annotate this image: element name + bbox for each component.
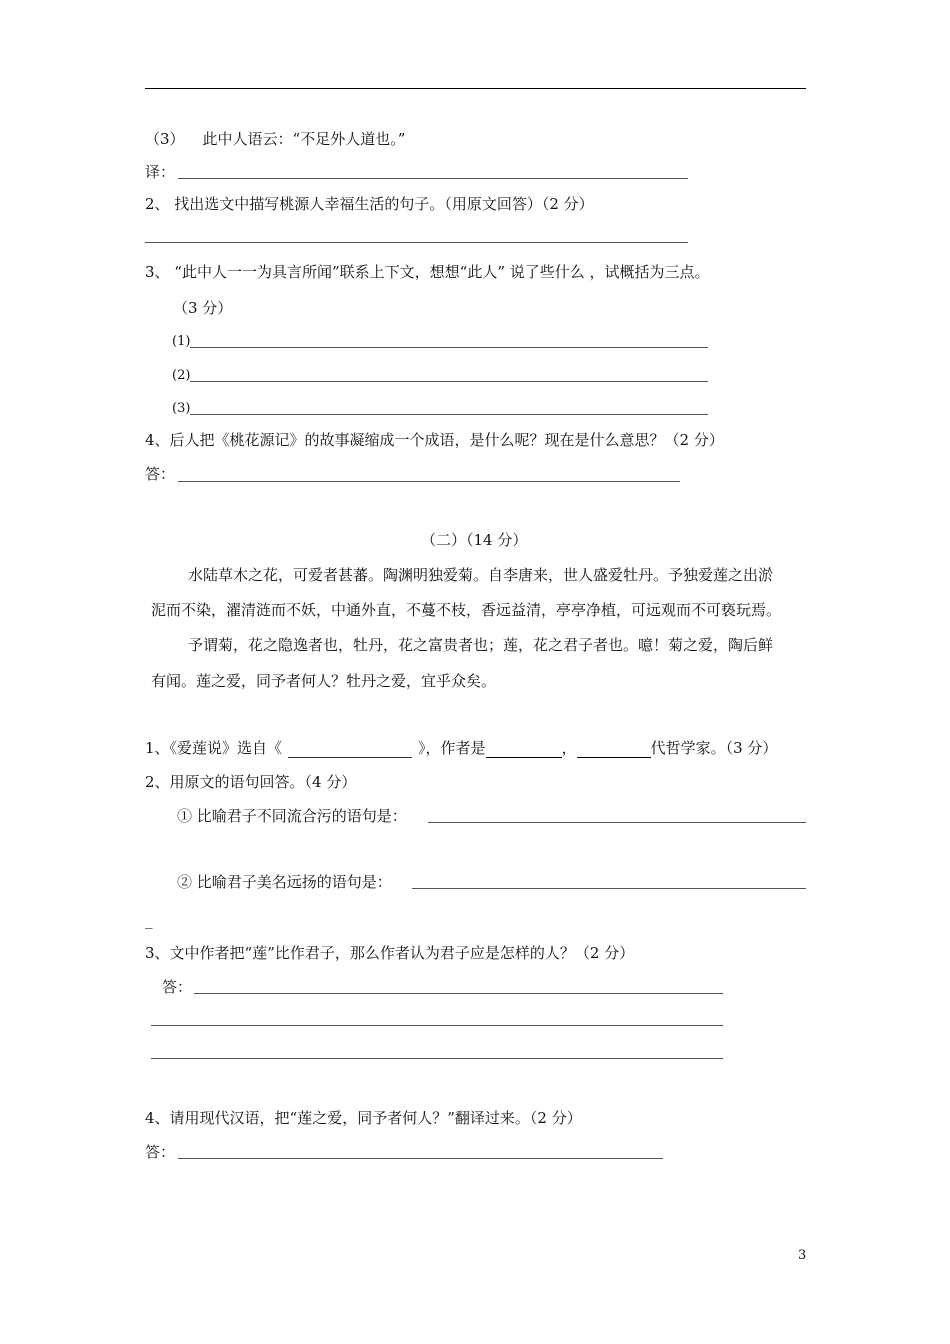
question-4-answer-label: 答： [145, 465, 176, 483]
part2-question-1 [145, 738, 777, 758]
part2-question-3-answer-label: 答： [162, 978, 193, 996]
question-2: 2、 找出选文中描写桃源人幸福生活的句子。（用原文回答）（2 分） [145, 195, 594, 213]
passage-line-2: 泥而不染，濯清涟而不妖，中通外直，不蔓不枝，香远益清，亭亭净植，可远观而不可亵玩焉。 [151, 601, 782, 619]
answer-item-3-label: (3) [172, 401, 191, 416]
author-blank[interactable] [486, 741, 562, 758]
part2-question-4-answer-label: 答： [145, 1143, 176, 1161]
part2-question-2b-line[interactable] [412, 888, 806, 889]
part2-question-2: 2、用原文的语句回答。（4 分） [145, 773, 357, 791]
answer-item-2-label: (2) [172, 368, 191, 383]
q1-text-b: 》，作者是 [418, 739, 486, 757]
page-number: 3 [798, 1248, 807, 1263]
part2-question-2b: ② 比喻君子美名远扬的语句是： [177, 873, 392, 891]
book-title-blank[interactable] [288, 741, 412, 758]
question-2-answer-line[interactable] [145, 242, 688, 243]
question-4: 4、后人把《桃花源记》的故事凝缩成一个成语，是什么呢？现在是什么意思？（2 分） [145, 431, 724, 449]
header-rule [145, 88, 806, 89]
passage-line-4: 有闻。莲之爱，同予者何人？牡丹之爱，宜乎众矣。 [151, 672, 497, 690]
question-4-answer-line[interactable] [178, 481, 680, 482]
dynasty-blank[interactable] [577, 741, 651, 758]
stray-dash: _ [145, 911, 153, 929]
question-3: 3、 “此中人一一为具言所闻”联系上下文，想想“此人” 说了些什么 ，试概括为三点。 [145, 263, 710, 281]
part2-question-2a-line[interactable] [428, 822, 806, 823]
answer-item-1-line[interactable] [190, 347, 708, 348]
q1-text-c: ， [561, 739, 577, 757]
part2-question-3-line-1[interactable] [194, 993, 723, 994]
passage-line-1: 水陆草木之花，可爱者甚蕃。陶渊明独爱菊。自李唐来，世人盛爱牡丹。予独爱莲之出淤 [188, 566, 774, 584]
answer-item-2-line[interactable] [190, 381, 708, 382]
sub-text: 此中人语云：“不足外人道也。” [202, 130, 406, 148]
part2-question-3: 3、文中作者把“莲”比作君子，那么作者认为君子应是怎样的人？（2 分） [145, 944, 635, 962]
question-3-score: （3 分） [173, 299, 233, 317]
part2-question-3-line-3[interactable] [151, 1058, 723, 1059]
part2-question-3-line-2[interactable] [151, 1025, 723, 1026]
answer-item-3-line[interactable] [190, 414, 708, 415]
section-heading: （二）（14 分） [421, 531, 528, 549]
passage-line-3: 予谓菊，花之隐逸者也，牡丹，花之富贵者也；莲，花之君子者也。噫！菊之爱，陶后鲜 [188, 636, 774, 654]
part2-question-2a: ① 比喻君子不同流合污的语句是： [177, 807, 407, 825]
answer-item-1-label: (1) [172, 334, 191, 349]
q1-text-a: 1、《爱莲说》选自《 [145, 739, 283, 757]
sub-number: （3） [145, 130, 185, 148]
part2-question-4-line[interactable] [178, 1158, 663, 1159]
q1-text-d: 代哲学家。（3 分） [650, 739, 778, 757]
part2-question-4: 4、请用现代汉语，把“莲之爱，同予者何人？”翻译过来。（2 分） [145, 1109, 582, 1127]
translation-label: 译： [145, 163, 176, 181]
translation-answer-line[interactable] [178, 178, 688, 179]
q3-sub-translation [145, 129, 405, 149]
